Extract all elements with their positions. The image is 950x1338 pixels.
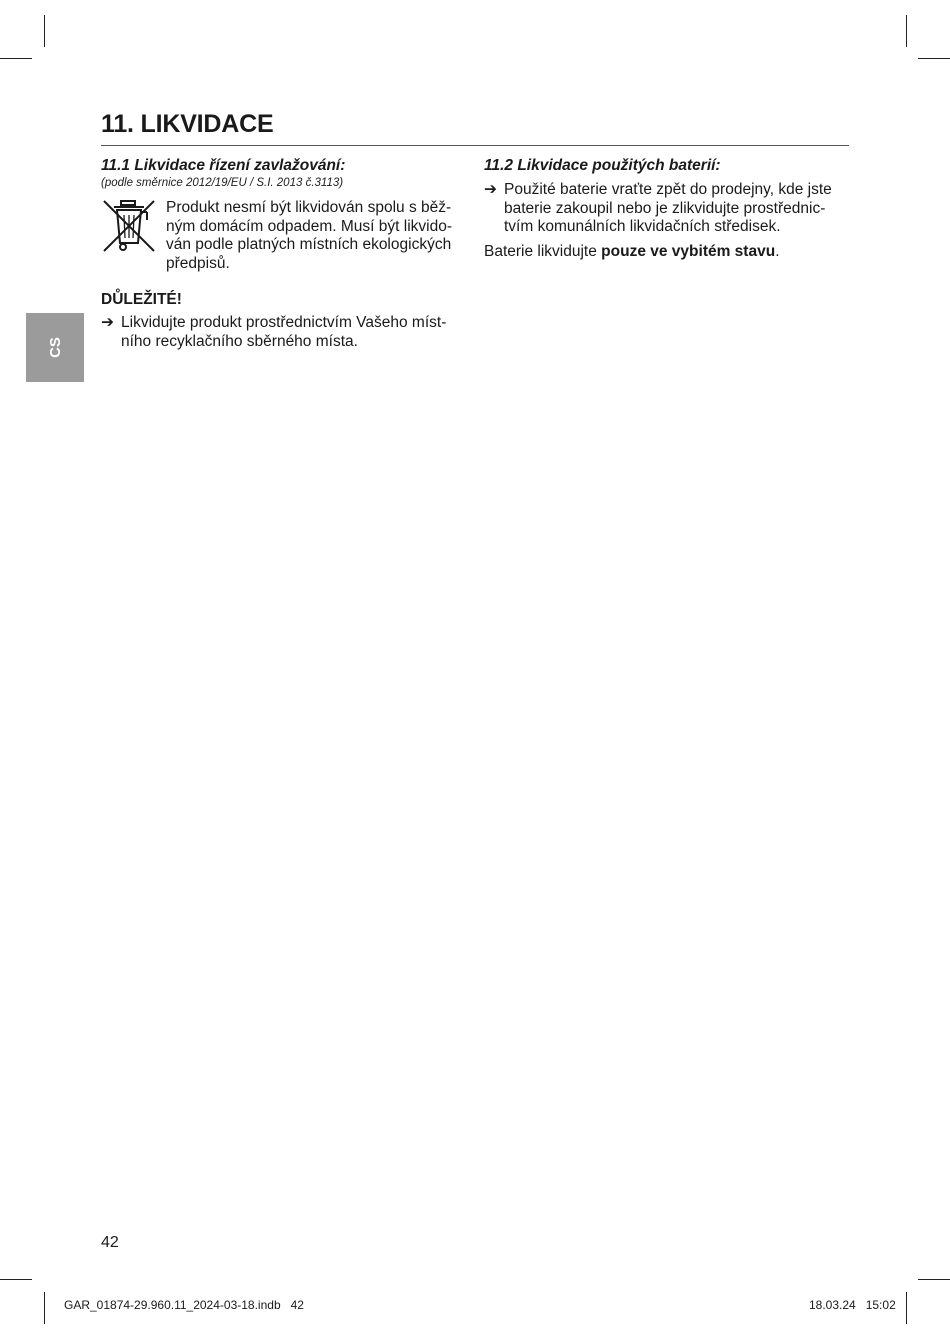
crop-mark [906,15,907,47]
important-label: DŮLEŽITÉ! [101,291,182,309]
crop-mark [918,58,950,59]
footer-datetime: 18.03.24 15:02 [809,1298,896,1312]
battery-disposal-column [484,156,849,277]
crop-mark [44,1292,45,1324]
crop-mark [0,1279,32,1280]
note-text: Baterie likvidujte [484,242,602,260]
weee-notice [101,199,466,273]
directive-reference: (podle směrnice 2012/19/EU / S.I. 2013 č.3113) [101,177,344,189]
crop-mark [918,1279,950,1280]
note-end: . [775,242,780,260]
list-item [101,314,466,351]
page-number: 42 [101,1234,119,1251]
crop-mark [906,1292,907,1324]
crop-mark [0,58,32,59]
disposal-control-column [101,156,466,352]
language-tab [26,313,84,382]
list-item [484,181,849,237]
arrow-icon: ➔ [101,314,114,332]
battery-disposal-heading: 11.2 Likvidace použitých baterií: [484,157,721,174]
language-code: CS [46,337,64,358]
battery-state-note [484,243,849,262]
title-divider [101,145,849,146]
recycling-instruction: Likvidujte produkt prostřednictvím Vašeho místního recyklačního sběrného místa. [121,314,447,350]
crop-mark [44,15,45,47]
weee-description: Produkt nesmí být likvidován spolu s běžným domácím odpadem. Musí být likvidován podle platných místních ekologických předpisů. [166,199,453,272]
footer-file-info: GAR_01874-29.960.11_2024-03-18.indb 42 [64,1298,304,1312]
arrow-icon: ➔ [484,181,497,198]
crossed-out-wheelie-bin-icon [101,198,157,254]
note-emphasis: pouze ve vybitém stavu [601,242,776,260]
section-title: 11. LIKVIDACE [101,110,274,138]
control-disposal-heading: 11.1 Likvidace řízení zavlažování: [101,157,346,174]
battery-return-instruction: Použité baterie vraťte zpět do prodejny, kde jste baterie zakoupil nebo je zlikvidujte prostřednictvím komunálních likvidačních středisek. [504,181,832,236]
